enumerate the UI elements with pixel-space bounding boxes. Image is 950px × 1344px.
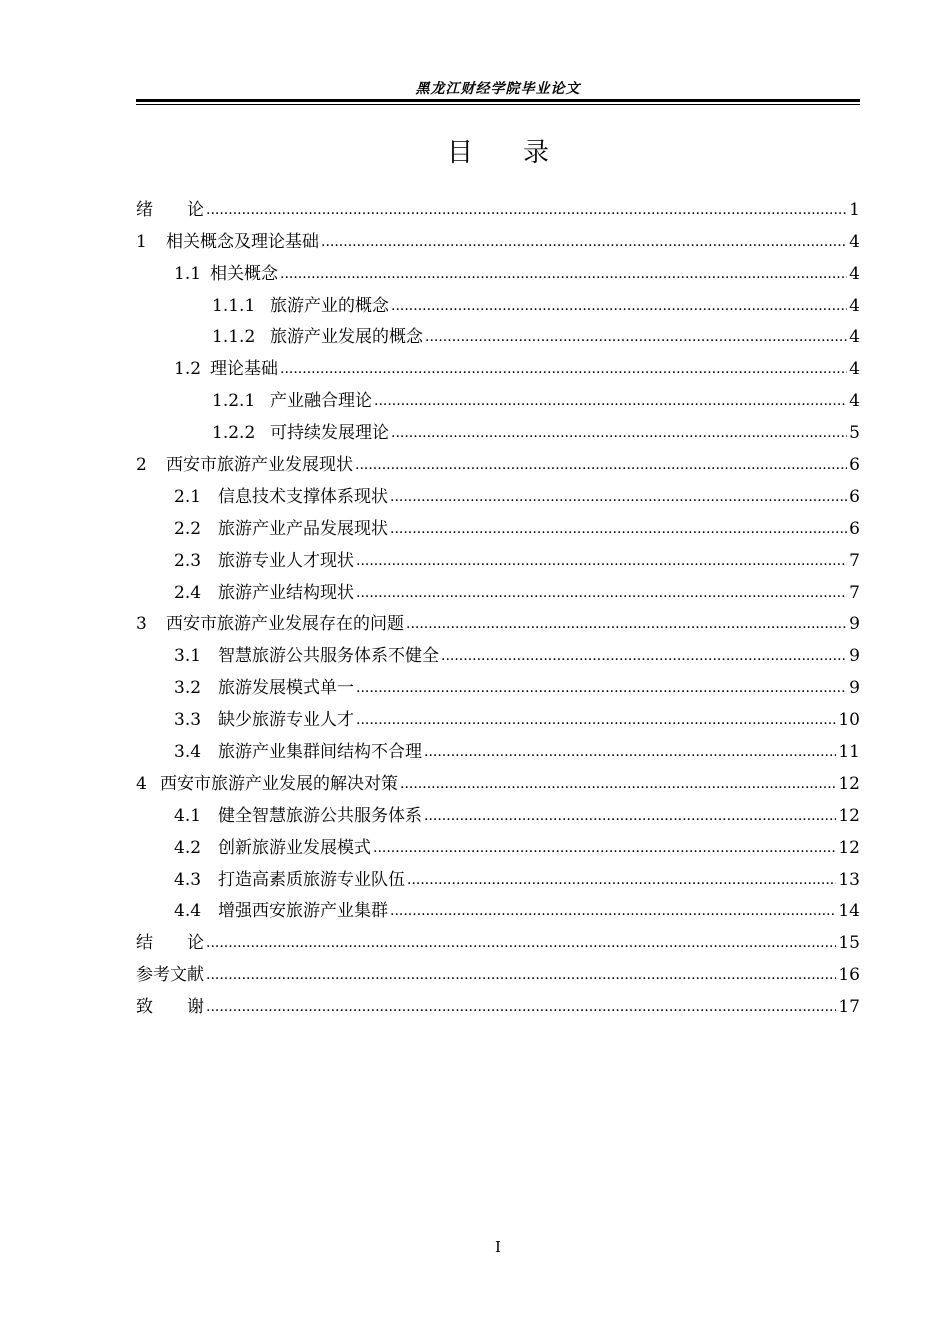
- toc-entry-page: 14: [838, 901, 860, 922]
- toc-entry-label: 产业融合理论: [270, 391, 372, 412]
- toc-entry-label: 旅游产业产品发展现状: [218, 518, 388, 539]
- toc-entry-2-1[interactable]: [136, 475, 860, 507]
- toc-entry-number: 1.1.2: [212, 327, 256, 348]
- toc-entry-page: 4: [849, 231, 860, 252]
- toc-entry-number: 2.2: [174, 518, 202, 539]
- toc-leader-dots: [390, 487, 847, 507]
- toc-entry-page: 10: [838, 710, 860, 731]
- toc-entry-2-4[interactable]: [136, 571, 860, 603]
- toc-entry-label: 可持续发展理论: [270, 423, 389, 444]
- toc-entry-page: 6: [849, 455, 860, 476]
- toc-entry-page: 5: [849, 423, 860, 444]
- toc-entry-label: 创新旅游业发展模式: [218, 837, 371, 858]
- toc-leader-dots: [424, 806, 836, 826]
- toc-entry-page: 9: [849, 646, 860, 667]
- toc-entry-intro[interactable]: [136, 188, 860, 220]
- toc-entry-label: 西安市旅游产业发展存在的问题: [166, 614, 404, 635]
- toc-entry-label: 旅游发展模式单一: [218, 678, 354, 699]
- toc-leader-dots: [391, 296, 847, 316]
- toc-entry-number: 4.2: [174, 837, 202, 858]
- toc-entry-1-2-2[interactable]: [136, 411, 860, 443]
- toc-leader-dots: [280, 359, 847, 379]
- toc-entry-page: 11: [838, 742, 860, 763]
- page-number: I: [495, 1238, 501, 1256]
- toc-entry-page: 13: [838, 869, 860, 890]
- toc-entry-1[interactable]: [136, 220, 860, 252]
- toc-entry-references[interactable]: [136, 953, 860, 985]
- toc-entry-label: 西安市旅游产业发展现状: [166, 455, 353, 476]
- toc-entry-2-3[interactable]: [136, 539, 860, 571]
- toc-entry-label: 打造高素质旅游专业队伍: [218, 869, 405, 890]
- toc-entry-label: 相关概念及理论基础: [166, 231, 319, 252]
- toc-entry-page: 12: [838, 805, 860, 826]
- toc-leader-dots: [356, 678, 847, 698]
- toc-entry-number: 4.4: [174, 901, 202, 922]
- toc-entry-number: 2.4: [174, 582, 202, 603]
- toc-entry-number: 2: [136, 455, 147, 476]
- toc-entry-1-2[interactable]: [136, 347, 860, 379]
- toc-entry-acknowledgements[interactable]: [136, 985, 860, 1017]
- toc-entry-3-4[interactable]: [136, 730, 860, 762]
- toc-title: [136, 132, 860, 169]
- toc-entry-label: 健全智慧旅游公共服务体系: [218, 805, 422, 826]
- toc-entry-1-1-1[interactable]: [136, 284, 860, 316]
- toc-entry-3-1[interactable]: [136, 634, 860, 666]
- toc-leader-dots: [321, 232, 847, 252]
- toc-entry-label: 西安市旅游产业发展的解决对策: [160, 773, 398, 794]
- toc-title-char-1: 目: [446, 138, 473, 168]
- toc-entry-conclusion[interactable]: [136, 921, 860, 953]
- toc-entry-number: 4: [136, 773, 147, 794]
- toc-entry-number: 3.2: [174, 678, 202, 699]
- toc-entry-page: 4: [849, 359, 860, 380]
- toc-entry-number: 2.1: [174, 486, 202, 507]
- toc-entry-number: 1.2.1: [212, 391, 256, 412]
- toc-leader-dots: [356, 710, 836, 730]
- toc-entry-label: 缺少旅游专业人才: [218, 710, 354, 731]
- toc-entry-label: 旅游产业的概念: [270, 295, 389, 316]
- toc-entry-page: 17: [838, 997, 860, 1018]
- toc-leader-dots: [206, 997, 836, 1017]
- toc-entry-page: 16: [838, 965, 860, 986]
- toc-entry-label: 智慧旅游公共服务体系不健全: [218, 646, 439, 667]
- toc-entry-page: 4: [849, 263, 860, 284]
- toc-entry-label: 信息技术支撑体系现状: [218, 486, 388, 507]
- toc-entry-2[interactable]: [136, 443, 860, 475]
- toc-entry-4-3[interactable]: [136, 858, 860, 890]
- toc-leader-dots: [206, 965, 836, 985]
- table-of-contents: [136, 188, 860, 1017]
- header-rule-thin: [136, 104, 860, 105]
- toc-entry-number: 1: [136, 231, 147, 252]
- toc-entry-label: 参考文献: [136, 965, 204, 986]
- toc-title-char-2: 录: [523, 138, 550, 168]
- toc-entry-page: 4: [849, 327, 860, 348]
- toc-entry-label: 理论基础: [210, 359, 278, 380]
- toc-leader-dots: [425, 327, 847, 347]
- toc-leader-dots: [355, 455, 847, 475]
- toc-entry-4-1[interactable]: [136, 794, 860, 826]
- header-rule-thick: [136, 99, 860, 102]
- toc-entry-4-4[interactable]: [136, 890, 860, 922]
- toc-entry-1-2-1[interactable]: [136, 379, 860, 411]
- toc-leader-dots: [373, 838, 836, 858]
- toc-entry-page: 1: [849, 199, 860, 220]
- toc-entry-label: 旅游产业集群间结构不合理: [218, 742, 422, 763]
- toc-entry-1-1[interactable]: [136, 252, 860, 284]
- toc-entry-4-2[interactable]: [136, 826, 860, 858]
- toc-entry-number: 3: [136, 614, 147, 635]
- toc-leader-dots: [356, 583, 847, 603]
- toc-leader-dots: [206, 200, 847, 220]
- toc-entry-3[interactable]: [136, 603, 860, 635]
- toc-entry-4[interactable]: [136, 762, 860, 794]
- running-header: 黑龙江财经学院毕业论文: [415, 81, 581, 97]
- toc-entry-page: 7: [849, 550, 860, 571]
- toc-entry-page: 9: [849, 678, 860, 699]
- toc-entry-number: 4.1: [174, 805, 202, 826]
- toc-entry-number: 4.3: [174, 869, 202, 890]
- toc-entry-label: 致 谢: [136, 997, 204, 1018]
- toc-entry-number: 2.3: [174, 550, 202, 571]
- toc-entry-label: 绪 论: [136, 199, 204, 220]
- toc-entry-page: 4: [849, 391, 860, 412]
- toc-leader-dots: [280, 264, 847, 284]
- toc-leader-dots: [390, 901, 836, 921]
- toc-entry-number: 3.1: [174, 646, 202, 667]
- toc-leader-dots: [441, 646, 847, 666]
- toc-entry-page: 4: [849, 295, 860, 316]
- toc-entry-label: 旅游专业人才现状: [218, 550, 354, 571]
- toc-entry-label: 增强西安旅游产业集群: [218, 901, 388, 922]
- toc-entry-number: 1.2.2: [212, 423, 256, 444]
- toc-entry-number: 1.1: [174, 263, 202, 284]
- toc-entry-label: 结 论: [136, 933, 204, 954]
- toc-entry-3-3[interactable]: [136, 698, 860, 730]
- toc-entry-page: 9: [849, 614, 860, 635]
- toc-leader-dots: [424, 742, 836, 762]
- toc-leader-dots: [390, 519, 847, 539]
- toc-entry-number: 1.2: [174, 359, 202, 380]
- toc-entry-3-2[interactable]: [136, 666, 860, 698]
- toc-leader-dots: [374, 391, 847, 411]
- toc-leader-dots: [407, 870, 836, 890]
- toc-leader-dots: [356, 551, 847, 571]
- toc-entry-1-1-2[interactable]: [136, 316, 860, 348]
- toc-entry-number: 3.3: [174, 710, 202, 731]
- toc-leader-dots: [406, 614, 847, 634]
- toc-leader-dots: [391, 423, 847, 443]
- toc-entry-2-2[interactable]: [136, 507, 860, 539]
- toc-leader-dots: [206, 933, 836, 953]
- toc-entry-number: 1.1.1: [212, 295, 256, 316]
- toc-leader-dots: [400, 774, 836, 794]
- toc-entry-label: 旅游产业结构现状: [218, 582, 354, 603]
- toc-entry-label: 相关概念: [210, 263, 278, 284]
- toc-entry-number: 3.4: [174, 742, 202, 763]
- toc-entry-page: 12: [838, 773, 860, 794]
- toc-entry-page: 15: [838, 933, 860, 954]
- toc-entry-label: 旅游产业发展的概念: [270, 327, 423, 348]
- toc-entry-page: 6: [849, 518, 860, 539]
- toc-entry-page: 7: [849, 582, 860, 603]
- toc-entry-page: 12: [838, 837, 860, 858]
- toc-entry-page: 6: [849, 486, 860, 507]
